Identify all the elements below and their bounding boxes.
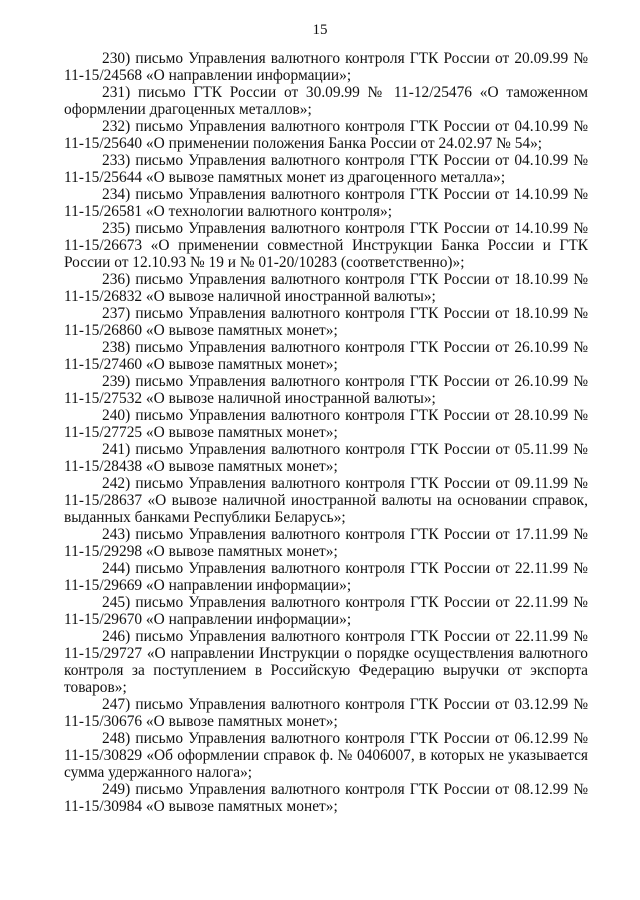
list-item: 244) письмо Управления валютного контроля ГТК России от 22.11.99 № 11-15/29669 «О направлении информации»;: [64, 560, 588, 594]
list-item: 239) письмо Управления валютного контроля ГТК России от 26.10.99 № 11-15/27532 «О вывозе наличной иностранной валюты»;: [64, 373, 588, 407]
list-item: 238) письмо Управления валютного контроля ГТК России от 26.10.99 № 11-15/27460 «О вывозе памятных монет»;: [64, 339, 588, 373]
list-item: 242) письмо Управления валютного контроля ГТК России от 09.11.99 № 11-15/28637 «О вывозе наличной иностранной валюты на основании справок, выданных банками Республики Беларусь»;: [64, 475, 588, 526]
list-item: 231) письмо ГТК России от 30.09.99 № 11-12/25476 «О таможенном оформлении драгоценных металлов»;: [64, 84, 588, 118]
list-item: 246) письмо Управления валютного контроля ГТК России от 22.11.99 № 11-15/29727 «О направлении Инструкции о порядке осуществления валютного контроля за поступлением в Российскую Федерацию выручки от экспорта товаров»;: [64, 628, 588, 696]
list-item: 233) письмо Управления валютного контроля ГТК России от 04.10.99 № 11-15/25644 «О вывозе памятных монет из драгоценного металла»;: [64, 152, 588, 186]
list-item: 243) письмо Управления валютного контроля ГТК России от 17.11.99 № 11-15/29298 «О вывозе памятных монет»;: [64, 526, 588, 560]
list-item: 235) письмо Управления валютного контроля ГТК России от 14.10.99 № 11-15/26673 «О применении совместной Инструкции Банка России и ГТК России от 12.10.93 № 19 и № 01-20/10283 (соответственно)»;: [64, 220, 588, 271]
list-item: 241) письмо Управления валютного контроля ГТК России от 05.11.99 № 11-15/28438 «О вывозе памятных монет»;: [64, 441, 588, 475]
list-item: 248) письмо Управления валютного контроля ГТК России от 06.12.99 № 11-15/30829 «Об оформлении справок ф. № 0406007, в которых не указывается сумма удержанного налога»;: [64, 730, 588, 781]
list-item: 230) письмо Управления валютного контроля ГТК России от 20.09.99 № 11-15/24568 «О направлении информации»;: [64, 50, 588, 84]
list-item: 232) письмо Управления валютного контроля ГТК России от 04.10.99 № 11-15/25640 «О применении положения Банка России от 24.02.97 № 54»;: [64, 118, 588, 152]
list-item: 240) письмо Управления валютного контроля ГТК России от 28.10.99 № 11-15/27725 «О вывозе памятных монет»;: [64, 407, 588, 441]
document-body: [64, 50, 588, 815]
list-item: 247) письмо Управления валютного контроля ГТК России от 03.12.99 № 11-15/30676 «О вывозе памятных монет»;: [64, 696, 588, 730]
list-item: 237) письмо Управления валютного контроля ГТК России от 18.10.99 № 11-15/26860 «О вывозе памятных монет»;: [64, 305, 588, 339]
list-item: 249) письмо Управления валютного контроля ГТК России от 08.12.99 № 11-15/30984 «О вывозе памятных монет»;: [64, 781, 588, 815]
list-item: 245) письмо Управления валютного контроля ГТК России от 22.11.99 № 11-15/29670 «О направлении информации»;: [64, 594, 588, 628]
list-item: 236) письмо Управления валютного контроля ГТК России от 18.10.99 № 11-15/26832 «О вывозе наличной иностранной валюты»;: [64, 271, 588, 305]
list-item: 234) письмо Управления валютного контроля ГТК России от 14.10.99 № 11-15/26581 «О технологии валютного контроля»;: [64, 186, 588, 220]
page-number: 15: [312, 22, 328, 38]
